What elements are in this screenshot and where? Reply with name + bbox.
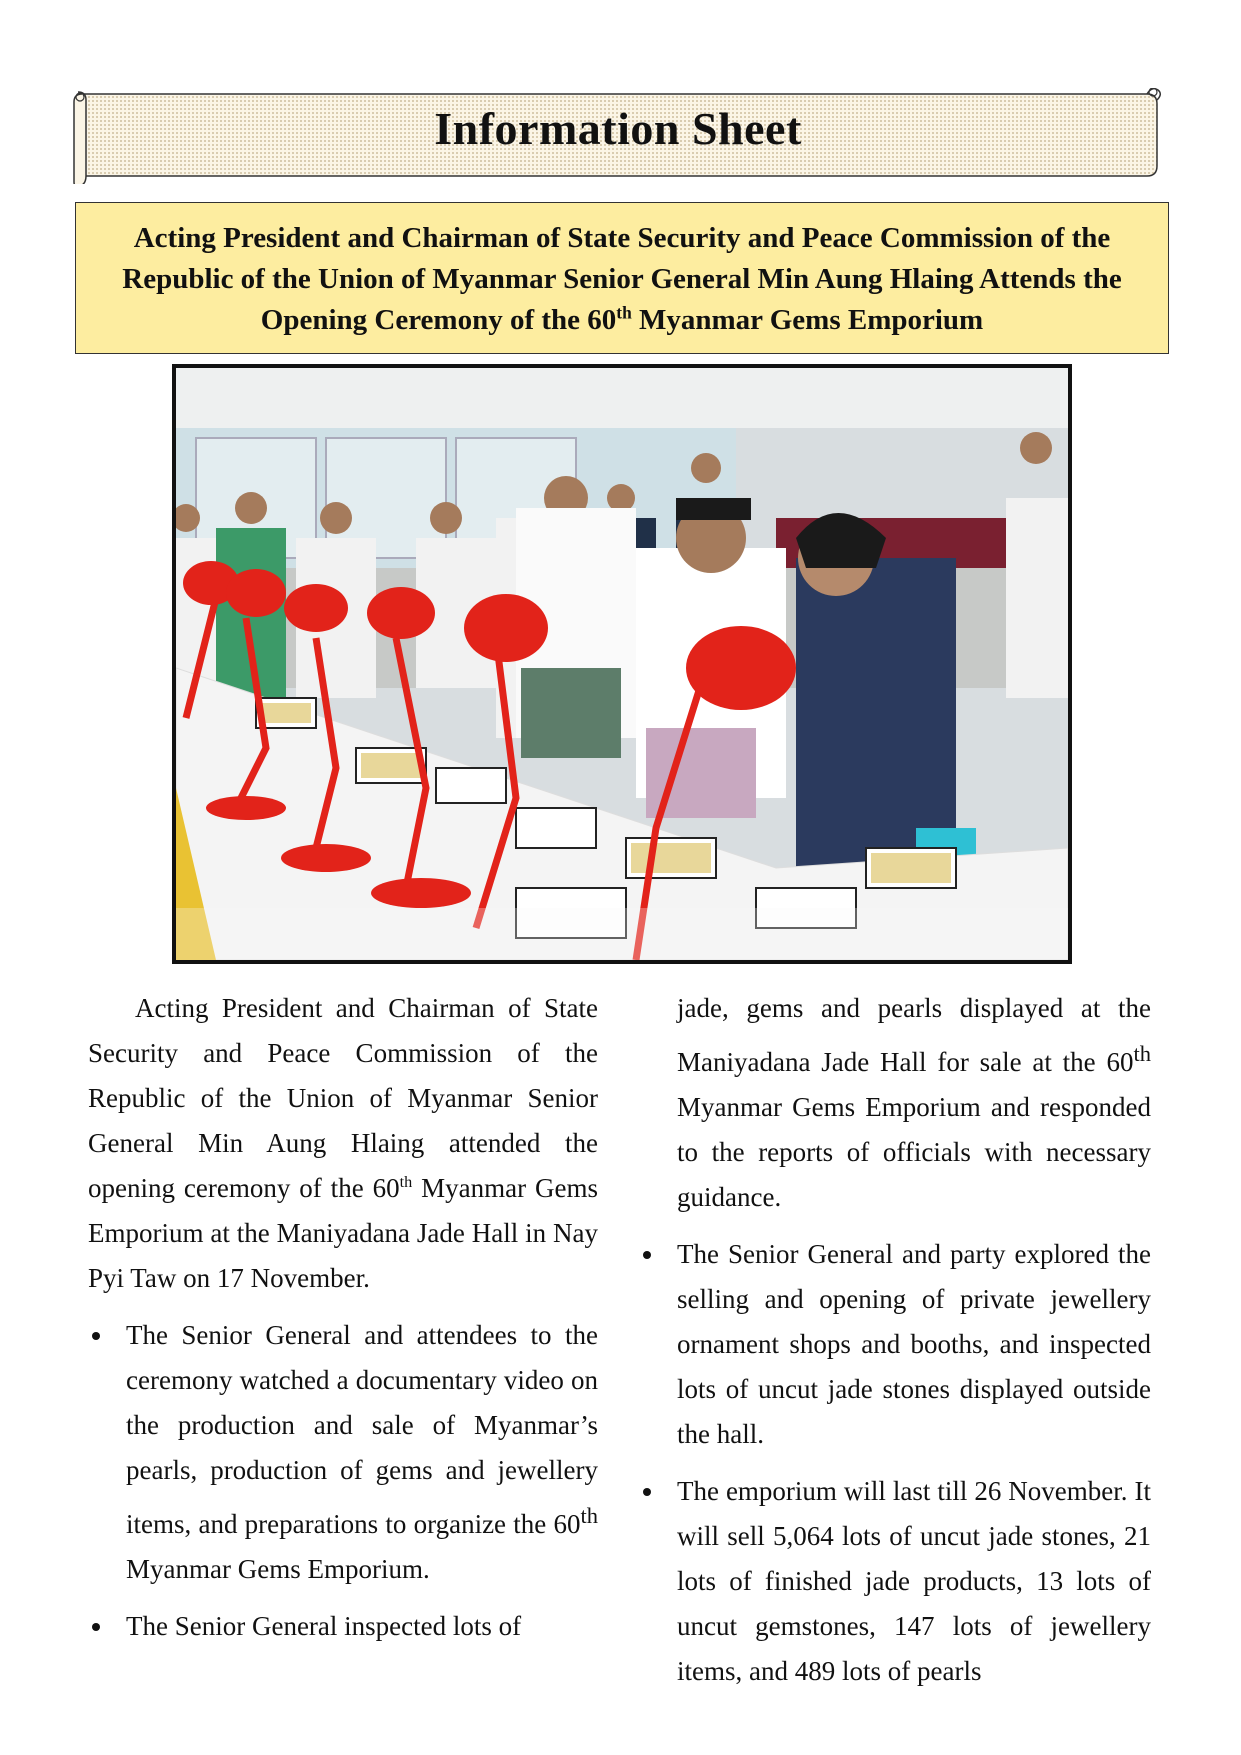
- bullet-2-superscript: th: [1133, 1041, 1151, 1066]
- right-column: [639, 986, 1151, 1694]
- headline-line-1: Acting President and Chairman of State Security and Peace Commission of the: [133, 222, 1111, 254]
- headline-superscript: th: [616, 302, 632, 323]
- headline-line-3: [76, 300, 1168, 341]
- headline-box: [75, 202, 1169, 354]
- bullet-1-tail: Myanmar Gems Emporium.: [126, 1554, 430, 1584]
- headline-line-2: Republic of the Union of Myanmar Senior General Min Aung Hlaing Attends the: [122, 263, 1122, 295]
- bullet-1-superscript: th: [580, 1503, 598, 1528]
- photo-officials-inspecting-pearls-icon: [176, 368, 1068, 960]
- list-item: [639, 1469, 1151, 1694]
- event-photo: [172, 364, 1072, 964]
- intro-superscript: th: [399, 1173, 413, 1191]
- intro-paragraph: [88, 986, 598, 1301]
- list-item-continued: [639, 986, 1151, 1220]
- list-item: [88, 1604, 598, 1649]
- headline-line-3-tail: Myanmar Gems Emporium: [631, 304, 984, 336]
- bullet-2-text: The Senior General inspected lots of: [126, 1611, 522, 1641]
- intro-text: Acting President and Chairman of State Security and Peace Commission of the Republic of the Union of Myanmar Senior General Min Aung Hlaing attended the opening ceremony of the 60: [88, 993, 598, 1203]
- bullet-4-text: The emporium will last till 26 November. It will sell 5,064 lots of uncut jade stones, 21 lots of finished jade products, 13 lots of uncut gemstones, 147 lots of jewellery items, and 489 lots of pearls: [677, 1476, 1151, 1686]
- bullet-2-continued-text: jade, gems and pearls displayed at the Maniyadana Jade Hall for sale at the 60: [677, 993, 1151, 1077]
- intro-text-tail: Myanmar Gems Emporium at the Maniyadana Jade Hall in Nay Pyi Taw on 17 November.: [88, 1173, 598, 1293]
- list-item: [639, 1232, 1151, 1457]
- bullet-2-continued-tail: Myanmar Gems Emporium and responded to the reports of officials with necessary guidance.: [677, 1092, 1151, 1212]
- bullet-3-text: The Senior General and party explored the selling and opening of private jewellery ornament shops and booths, and inspected lots of uncut jade stones displayed outside the hall.: [677, 1239, 1151, 1449]
- headline-line-3-text: Opening Ceremony of the 60: [260, 304, 617, 336]
- bullet-list-right: [639, 986, 1151, 1694]
- page-title: Information Sheet: [434, 103, 802, 154]
- scroll-banner: [72, 88, 1164, 178]
- left-column: [88, 986, 598, 1649]
- bullet-list-left: [88, 1313, 598, 1649]
- list-item: [88, 1313, 598, 1592]
- bullet-1-text: The Senior General and attendees to the ceremony watched a documentary video on the production and sale of Myanmar’s pearls, production of gems and jewellery items, and preparations to organize the 60: [126, 1320, 598, 1539]
